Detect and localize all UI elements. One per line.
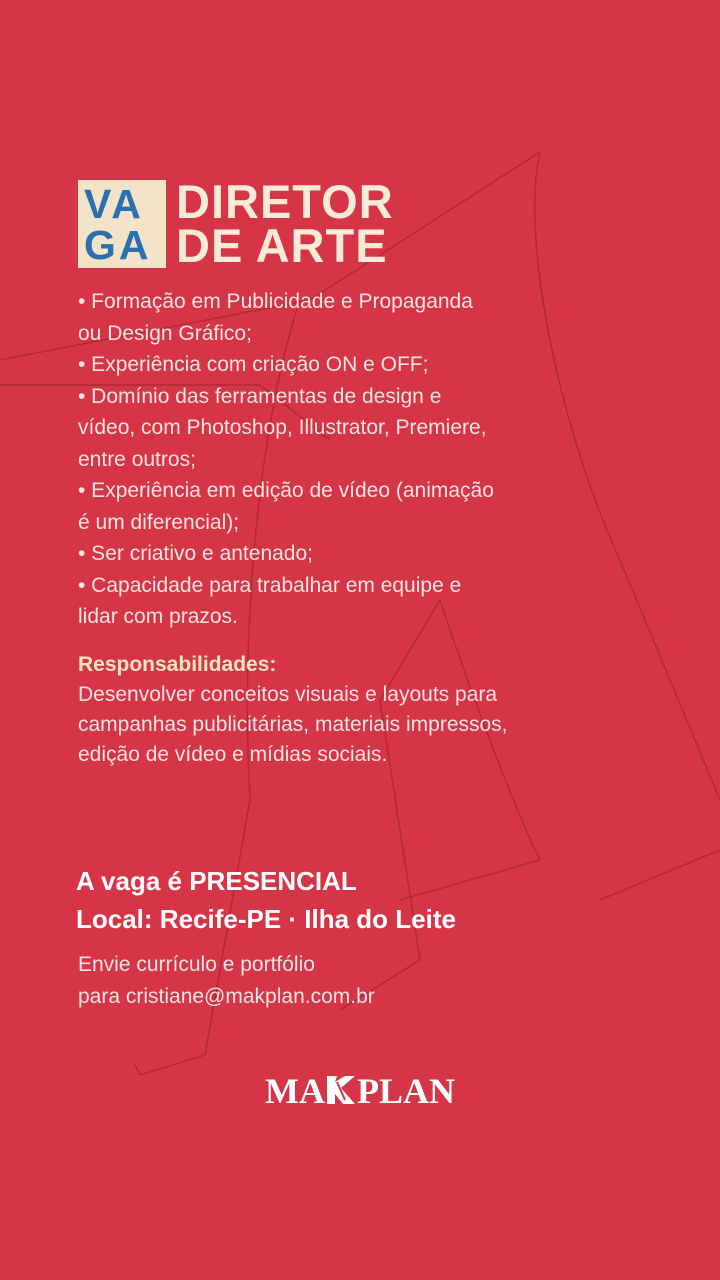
requirement-line: • Domínio das ferramentas de design e (78, 384, 442, 408)
requirement-line: • Formação em Publicidade e Propaganda (78, 290, 473, 313)
contact-line-1: Envie currículo e portfólio (78, 953, 315, 976)
requirement-line: lidar com prazos. (78, 605, 238, 628)
job-title (176, 175, 394, 272)
requirement-line: • Capacidade para trabalhar em equipe e (78, 573, 462, 597)
requirement-line: vídeo, com Photoshop, Illustrator, Premiere, (78, 416, 487, 439)
responsibility-line: edição de vídeo e mídias sociais. (78, 743, 388, 766)
responsibilities-section (78, 650, 678, 770)
requirement-line: é um diferencial); (78, 510, 240, 534)
work-location: Local: Recife-PE · Ilha do Leite (76, 904, 456, 934)
responsibility-line: campanhas publicitárias, materiais impressos, (78, 713, 508, 736)
title-line-1: DIRETOR (176, 175, 394, 228)
requirement-line: • Ser criativo e antenado; (78, 542, 313, 565)
logo-k-icon (325, 1072, 357, 1108)
contact-info (78, 949, 678, 1013)
responsibilities-title: Responsabilidades: (78, 653, 277, 676)
requirement-line: ou Design Gráfico; (78, 321, 252, 345)
requirement-line: • Experiência em edição de vídeo (animação (78, 479, 494, 502)
logo-right-text: PLAN (356, 1071, 455, 1111)
badge-top-text: VA (84, 181, 144, 227)
responsibility-line: Desenvolver conceitos visuais e layouts para (78, 683, 498, 706)
work-mode: A vaga é PRESENCIAL (76, 866, 357, 896)
job-info (76, 862, 696, 938)
requirement-line: • Experiência com criação ON e OFF; (78, 353, 429, 376)
job-header (78, 175, 394, 272)
contact-email[interactable]: para cristiane@makplan.com.br (78, 985, 375, 1008)
badge-bottom-text: GA (84, 222, 152, 268)
requirement-line: entre outros; (78, 447, 196, 471)
vaga-badge (78, 180, 166, 268)
requirements-list (78, 286, 678, 633)
logo-left-text: MA (265, 1071, 325, 1111)
title-line-2: DE ARTE (176, 219, 388, 272)
makplan-logo (0, 1070, 720, 1112)
